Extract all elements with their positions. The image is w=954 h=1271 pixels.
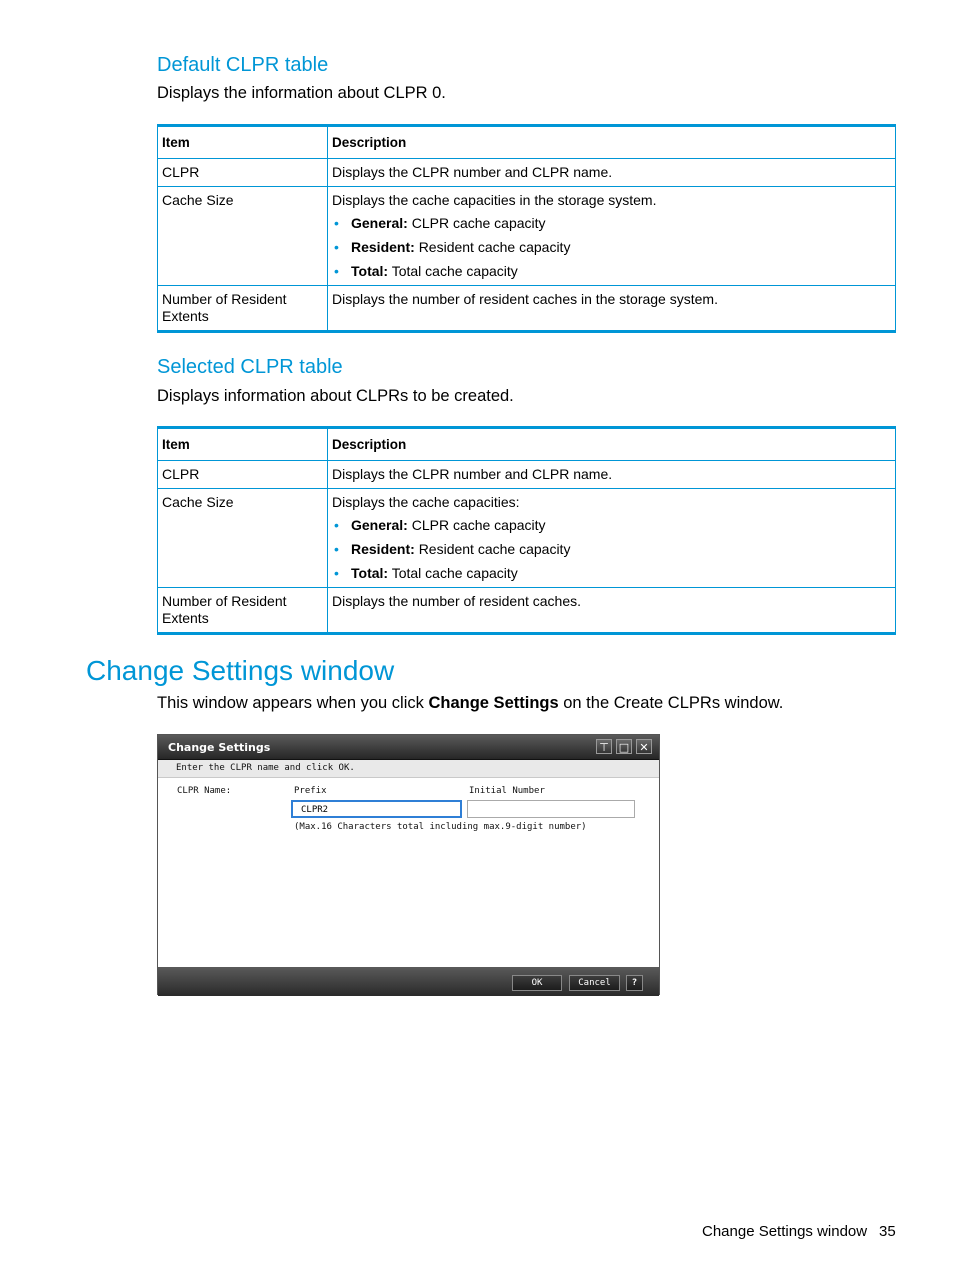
dialog-instruction-bar bbox=[158, 760, 659, 778]
list-item bbox=[332, 517, 891, 534]
selected-clpr-table bbox=[157, 426, 896, 635]
table-row bbox=[158, 588, 896, 634]
list-item bbox=[332, 541, 891, 558]
row-description: Displays the CLPR number and CLPR name. bbox=[328, 461, 896, 489]
intro-bold-text: Change Settings bbox=[428, 694, 559, 712]
close-icon[interactable]: ✕ bbox=[636, 739, 652, 754]
bullet-term: Resident: bbox=[351, 541, 415, 557]
change-settings-intro bbox=[157, 694, 783, 713]
list-item bbox=[332, 263, 891, 280]
row-description: Displays the number of resident caches in the storage system. bbox=[328, 286, 896, 332]
cancel-button[interactable]: Cancel bbox=[569, 975, 620, 991]
table-header-row bbox=[158, 126, 896, 159]
table-row bbox=[158, 159, 896, 187]
row-item: Cache Size bbox=[158, 187, 328, 286]
row-item: CLPR bbox=[158, 461, 328, 489]
list-item bbox=[332, 215, 891, 232]
table-row bbox=[158, 461, 896, 489]
dialog-footer bbox=[158, 967, 659, 996]
default-clpr-table-heading: Default CLPR table bbox=[157, 54, 329, 76]
name-length-hint: (Max.16 Characters total including max.9-digit number) bbox=[294, 822, 587, 832]
intro-text: This window appears when you click bbox=[157, 694, 429, 712]
initial-number-input[interactable] bbox=[467, 800, 635, 818]
dialog-instruction: Enter the CLPR name and click OK. bbox=[176, 763, 355, 773]
column-header-item: Item bbox=[158, 126, 328, 159]
intro-text: on the Create CLPRs window. bbox=[558, 694, 784, 712]
bullet-text: CLPR cache capacity bbox=[411, 517, 546, 533]
bullet-list bbox=[332, 215, 891, 280]
column-header-item: Item bbox=[158, 428, 328, 461]
row-description: Displays the cache capacities: bbox=[332, 494, 520, 510]
table-row bbox=[158, 187, 896, 286]
bullet-term: Resident: bbox=[351, 239, 415, 255]
footer-section-title: Change Settings window bbox=[702, 1223, 868, 1240]
bullet-term: Total: bbox=[351, 565, 389, 581]
selected-clpr-table-heading: Selected CLPR table bbox=[157, 356, 343, 378]
bullet-text: Resident cache capacity bbox=[418, 541, 571, 557]
bullet-text: Resident cache capacity bbox=[418, 239, 571, 255]
bullet-text: Total cache capacity bbox=[391, 565, 518, 581]
bullet-icon: • bbox=[334, 517, 339, 533]
help-icon[interactable]: ? bbox=[626, 975, 643, 991]
row-item: Cache Size bbox=[158, 489, 328, 588]
column-header-description: Description bbox=[328, 126, 896, 159]
bullet-list bbox=[332, 517, 891, 582]
table-row bbox=[158, 489, 896, 588]
row-description-cell bbox=[328, 187, 896, 286]
row-description-cell bbox=[328, 489, 896, 588]
initial-number-label: Initial Number bbox=[469, 786, 545, 796]
bullet-term: General: bbox=[351, 517, 408, 533]
bullet-term: General: bbox=[351, 215, 408, 231]
default-clpr-table bbox=[157, 124, 896, 333]
list-item bbox=[332, 565, 891, 582]
bullet-icon: • bbox=[334, 239, 339, 255]
clpr-name-label: CLPR Name: bbox=[177, 786, 232, 796]
row-item: Number of Resident Extents bbox=[158, 588, 328, 634]
dialog-title: Change Settings bbox=[168, 741, 271, 754]
default-clpr-table-intro: Displays the information about CLPR 0. bbox=[157, 84, 446, 102]
row-description: Displays the CLPR number and CLPR name. bbox=[328, 159, 896, 187]
prefix-input[interactable]: CLPR2 bbox=[291, 800, 462, 818]
pin-icon[interactable]: ⊤ bbox=[596, 739, 612, 754]
dialog-title-bar bbox=[158, 735, 659, 760]
row-description: Displays the number of resident caches. bbox=[328, 588, 896, 634]
bullet-text: CLPR cache capacity bbox=[411, 215, 546, 231]
row-item: CLPR bbox=[158, 159, 328, 187]
bullet-icon: • bbox=[334, 541, 339, 557]
column-header-description: Description bbox=[328, 428, 896, 461]
table-row bbox=[158, 286, 896, 332]
table-header-row bbox=[158, 428, 896, 461]
bullet-term: Total: bbox=[351, 263, 389, 279]
selected-clpr-table-intro: Displays information about CLPRs to be created. bbox=[157, 387, 514, 405]
bullet-text: Total cache capacity bbox=[391, 263, 518, 279]
prefix-label: Prefix bbox=[294, 786, 327, 796]
change-settings-window-heading: Change Settings window bbox=[86, 655, 395, 686]
ok-button[interactable]: OK bbox=[512, 975, 562, 991]
maximize-icon[interactable]: □ bbox=[616, 739, 632, 754]
bullet-icon: • bbox=[334, 215, 339, 231]
page-number: 35 bbox=[879, 1223, 896, 1240]
row-description: Displays the cache capacities in the storage system. bbox=[332, 192, 657, 208]
bullet-icon: • bbox=[334, 263, 339, 279]
change-settings-dialog bbox=[157, 734, 660, 995]
bullet-icon: • bbox=[334, 565, 339, 581]
list-item bbox=[332, 239, 891, 256]
row-item: Number of Resident Extents bbox=[158, 286, 328, 332]
